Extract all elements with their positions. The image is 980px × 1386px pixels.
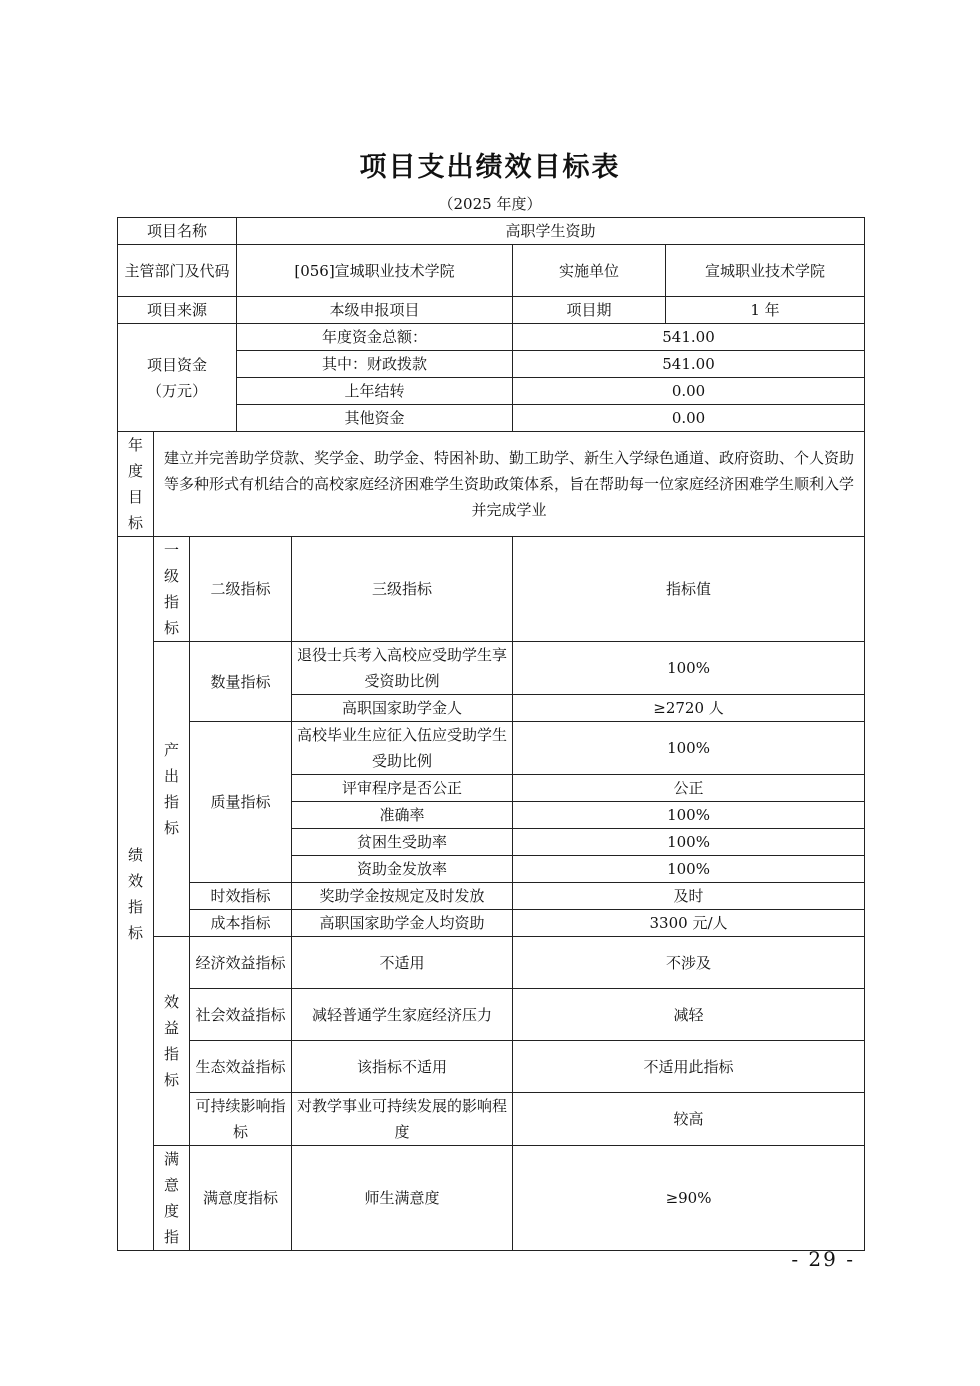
indicator-value: 100% [513,856,865,883]
funds-label [118,324,237,432]
indicator-name: 高校毕业生应征入伍应受助学生受助比例 [292,722,513,775]
qty-label: 数量指标 [190,642,292,722]
performance-table [117,217,865,1251]
satis2-label: 满意度指标 [190,1146,292,1251]
indicator-name: 退役士兵考入高校应受助学生享受资助比例 [292,642,513,695]
sustain-label: 可持续影响指标 [190,1093,292,1146]
period-label: 项目期 [513,297,666,324]
other-value: 0.00 [513,405,865,432]
indicator-name: 高职国家助学金人均资助 [292,910,513,937]
indicator-name: 资助金发放率 [292,856,513,883]
indicator-name: 该指标不适用 [292,1041,513,1093]
fiscal-value: 541.00 [513,351,865,378]
quality-label: 质量指标 [190,722,292,883]
period-value: 1 年 [666,297,865,324]
value-header: 指标值 [513,537,865,642]
funds-label-line1: 项目资金 [147,355,208,374]
carry-value: 0.00 [513,378,865,405]
other-label: 其他资金 [237,405,513,432]
indicator-name: 准确率 [292,802,513,829]
social-label: 社会效益指标 [190,989,292,1041]
impl-value: 宣城职业技术学院 [666,245,865,297]
indicator-value: 100% [513,802,865,829]
indicator-value: 及时 [513,883,865,910]
level1-header: 一级指标 [164,541,180,637]
output-label: 产出指标 [164,741,180,837]
indicator-value: ≥90% [513,1146,865,1251]
output-label-cell [154,642,190,937]
page-title: 项目支出绩效目标表 [359,152,621,183]
source-value: 本级申报项目 [237,297,513,324]
indicator-value: 100% [513,642,865,695]
indicator-name: 评审程序是否公正 [292,775,513,802]
impl-label: 实施单位 [513,245,666,297]
indicator-value: 100% [513,722,865,775]
timely-label: 时效指标 [190,883,292,910]
year-label: （2025 年度） [438,195,542,213]
level1-header-cell [154,537,190,642]
perf-label-cell [118,537,154,1251]
indicator-name: 贫困生受助率 [292,829,513,856]
project-name-value: 高职学生资助 [237,218,865,245]
goal-label: 年度目标 [128,436,144,532]
indicator-value: 不适用此指标 [513,1041,865,1093]
dept-value: [056]宣城职业技术学院 [237,245,513,297]
page-number: - 29 - [791,1247,855,1271]
carry-label: 上年结转 [237,378,513,405]
level2-header: 二级指标 [190,537,292,642]
indicator-name: 对教学事业可持续发展的影响程度 [292,1093,513,1146]
indicator-name: 减轻普通学生家庭经济压力 [292,989,513,1041]
total-label: 年度资金总额： [237,324,513,351]
source-label: 项目来源 [118,297,237,324]
level3-header: 三级指标 [292,537,513,642]
indicator-name: 奖助学金按规定及时发放 [292,883,513,910]
fiscal-label: 其中：财政拨款 [237,351,513,378]
project-name-label: 项目名称 [118,218,237,245]
funds-label-line2: （万元） [147,381,208,400]
indicator-value: ≥2720 人 [513,695,865,722]
indicator-value: 100% [513,829,865,856]
satisfaction-label: 满意度指 [164,1150,180,1246]
eco-label: 生态效益指标 [190,1041,292,1093]
indicator-value: 减轻 [513,989,865,1041]
benefit-label-cell [154,937,190,1146]
benefit-label: 效益指标 [164,993,180,1089]
indicator-name: 师生满意度 [292,1146,513,1251]
total-value: 541.00 [513,324,865,351]
indicator-value: 较高 [513,1093,865,1146]
indicator-value: 3300 元/人 [513,910,865,937]
indicator-name: 高职国家助学金人 [292,695,513,722]
indicator-value: 不涉及 [513,937,865,989]
satisfaction-label-cell [154,1146,190,1251]
indicator-name: 不适用 [292,937,513,989]
econ-label: 经济效益指标 [190,937,292,989]
goal-label-cell [118,432,154,537]
dept-label: 主管部门及代码 [118,245,237,297]
perf-label: 绩效指标 [128,845,144,942]
goal-text: 建立并完善助学贷款、奖学金、助学金、特困补助、勤工助学、新生入学绿色通道、政府资助、个人资助等多种形式有机结合的高校家庭经济困难学生资助政策体系，旨在帮助每一位家庭经济困难学生顺利入学并完成学业 [154,432,865,537]
indicator-value: 公正 [513,775,865,802]
cost-label: 成本指标 [190,910,292,937]
